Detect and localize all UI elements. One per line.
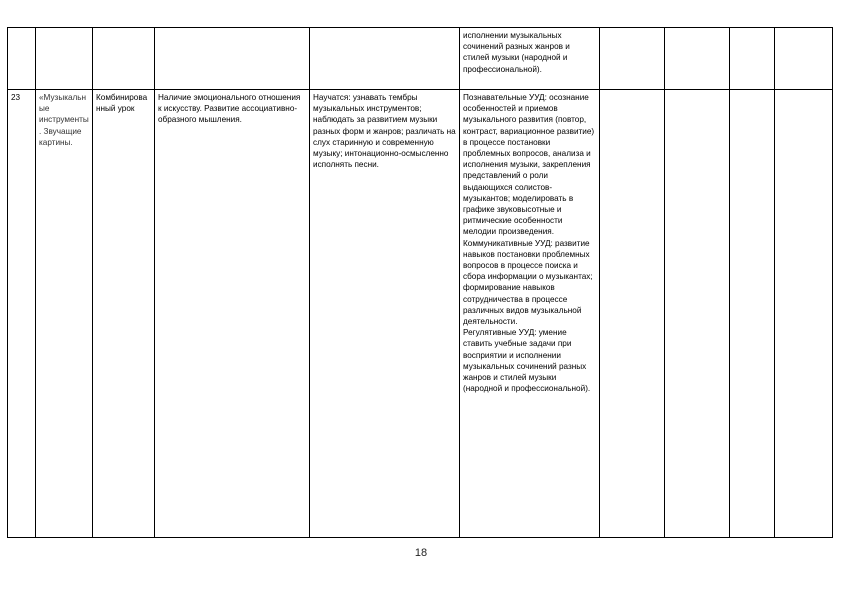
cell-personal-results: Наличие эмоционального отношения к искусству. Развитие ассоциативно-образного мышления. [155, 90, 310, 538]
page-number: 18 [414, 547, 428, 559]
uud-cognitive-text: Познавательные УУД: осознание особенностей и приемов музыкального развития (повтор, контраст, вариационное развитие) в процессе постановки проблемных вопросов, анализа и исполнения музыки, закрепления представлений о роли выдающихся солистов-музыкантов; моделировать в графике звуковысотные и ритмические особенности мелодии произведения. [463, 93, 595, 237]
cell-empty-3 [730, 90, 775, 538]
cell-personal-prev [155, 28, 310, 90]
cell-empty-prev-2 [665, 28, 730, 90]
cell-subject-prev [310, 28, 460, 90]
uud-tail-text: исполнении музыкальных сочинений разных жанров и стилей музыки (народной и профессиональной). [463, 31, 570, 74]
cell-empty-prev-1 [600, 28, 665, 90]
cell-uud-prev [460, 28, 600, 90]
cell-empty-prev-4 [775, 28, 833, 90]
cell-lesson-type: Комбинированный урок [93, 90, 155, 538]
table-row-lesson-23 [8, 90, 833, 538]
cell-type-prev [93, 28, 155, 90]
cell-number-prev [8, 28, 36, 90]
uud-regulative-text: Регулятивные УУД: умение ставить учебные задачи при восприятии и исполнении музыкальных сочинений разных жанров и стилей музыки (народной и профессиональной). [463, 328, 591, 394]
cell-number: 23 [8, 90, 36, 538]
table-row-previous [8, 28, 833, 90]
uud-communicative-text: Коммуникативные УУД: развитие навыков постановки проблемных вопросов в процессе поиска и сбора информации о музыкантах; формирование навыков сотрудничества в процессе различных видов музыкальной деятельности. [463, 238, 593, 327]
cell-empty-4 [775, 90, 833, 538]
cell-subject-results: Научатся: узнавать тембры музыкальных инструментов; наблюдать за развитием музыки разных форм и жанров; различать на слух старинную и современную музыку; интонационно-осмысленно исполнять песни. [310, 90, 460, 538]
cell-empty-prev-3 [730, 28, 775, 90]
lesson-plan-table [7, 27, 833, 538]
cell-topic-prev [36, 28, 93, 90]
cell-empty-1 [600, 90, 665, 538]
cell-empty-2 [665, 90, 730, 538]
cell-topic: «Музыкальные инструменты. Звучащие картины. [36, 90, 93, 538]
cell-uud [460, 90, 600, 538]
